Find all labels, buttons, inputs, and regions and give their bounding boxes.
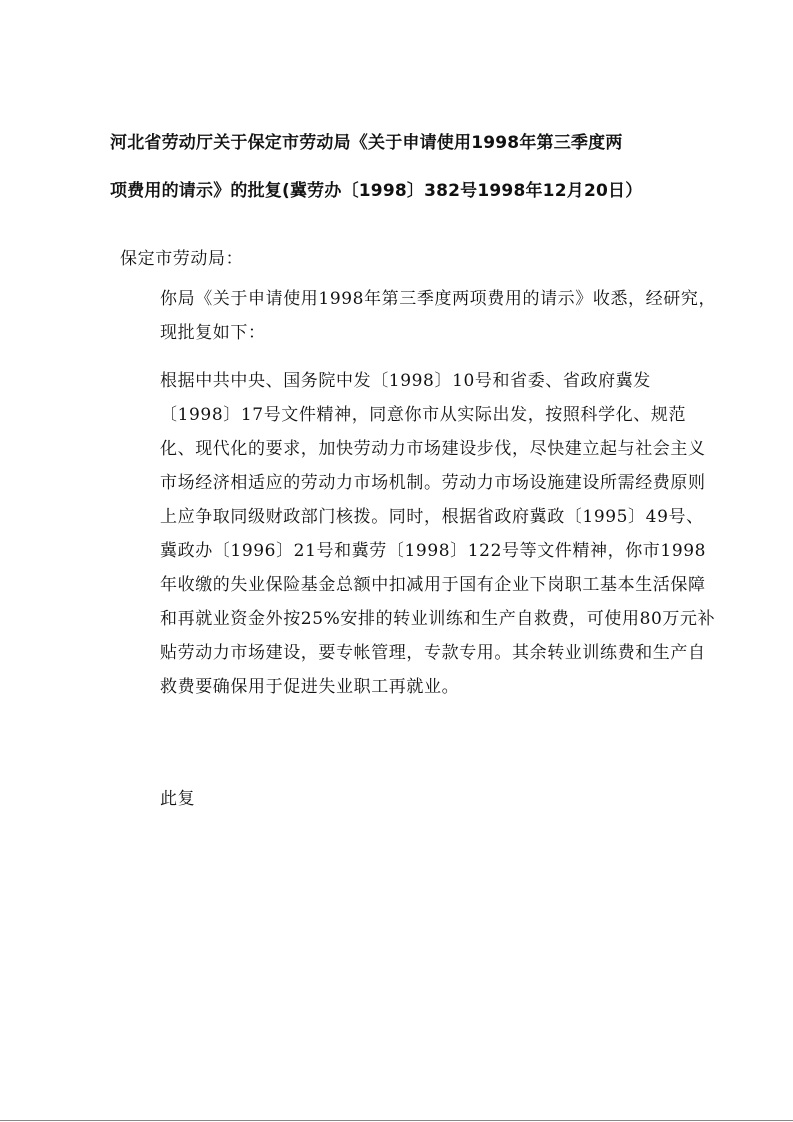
title-line-2: 项费用的请示》的批复(冀劳办〔1998〕382号1998年12月20日） [110, 181, 643, 201]
page-bottom-divider [0, 1120, 793, 1121]
paragraph-2: 根据中共中央、国务院中发〔1998〕10号和省委、省政府冀发〔1998〕17号文件精神，同意你市从实际出发，按照科学化、规范化、现代化的要求，加快劳动力市场建设步伐，尽快建立起与社会主义市场经济相适应的劳动力市场机制。劳动力市场设施建设所需经费原则上应争取同级财政部门核拨。同时，根据省政府冀政〔1995〕49号、冀政办〔1996〕21号和冀劳〔1998〕122号等文件精神，你市1998年收缴的失业保险基金总额中扣减用于国有企业下岗职工基本生活保障和再就业资金外按25%安排的转业训练和生产自救费，可使用80万元补贴劳动力市场建设，要专帐管理，专款专用。其余转业训练费和生产自救费要确保用于促进失业职工再就业。 [160, 371, 716, 697]
paragraph-1: 你局《关于申请使用1998年第三季度两项费用的请示》收悉，经研究，现批复如下： [160, 289, 717, 343]
document-title [110, 119, 688, 215]
salutation: 保定市劳动局： [120, 249, 244, 269]
closing-text: 此复 [160, 789, 196, 809]
title-line-1: 河北省劳动厅关于保定市劳动局《关于申请使用1998年第三季度两 [110, 133, 623, 153]
